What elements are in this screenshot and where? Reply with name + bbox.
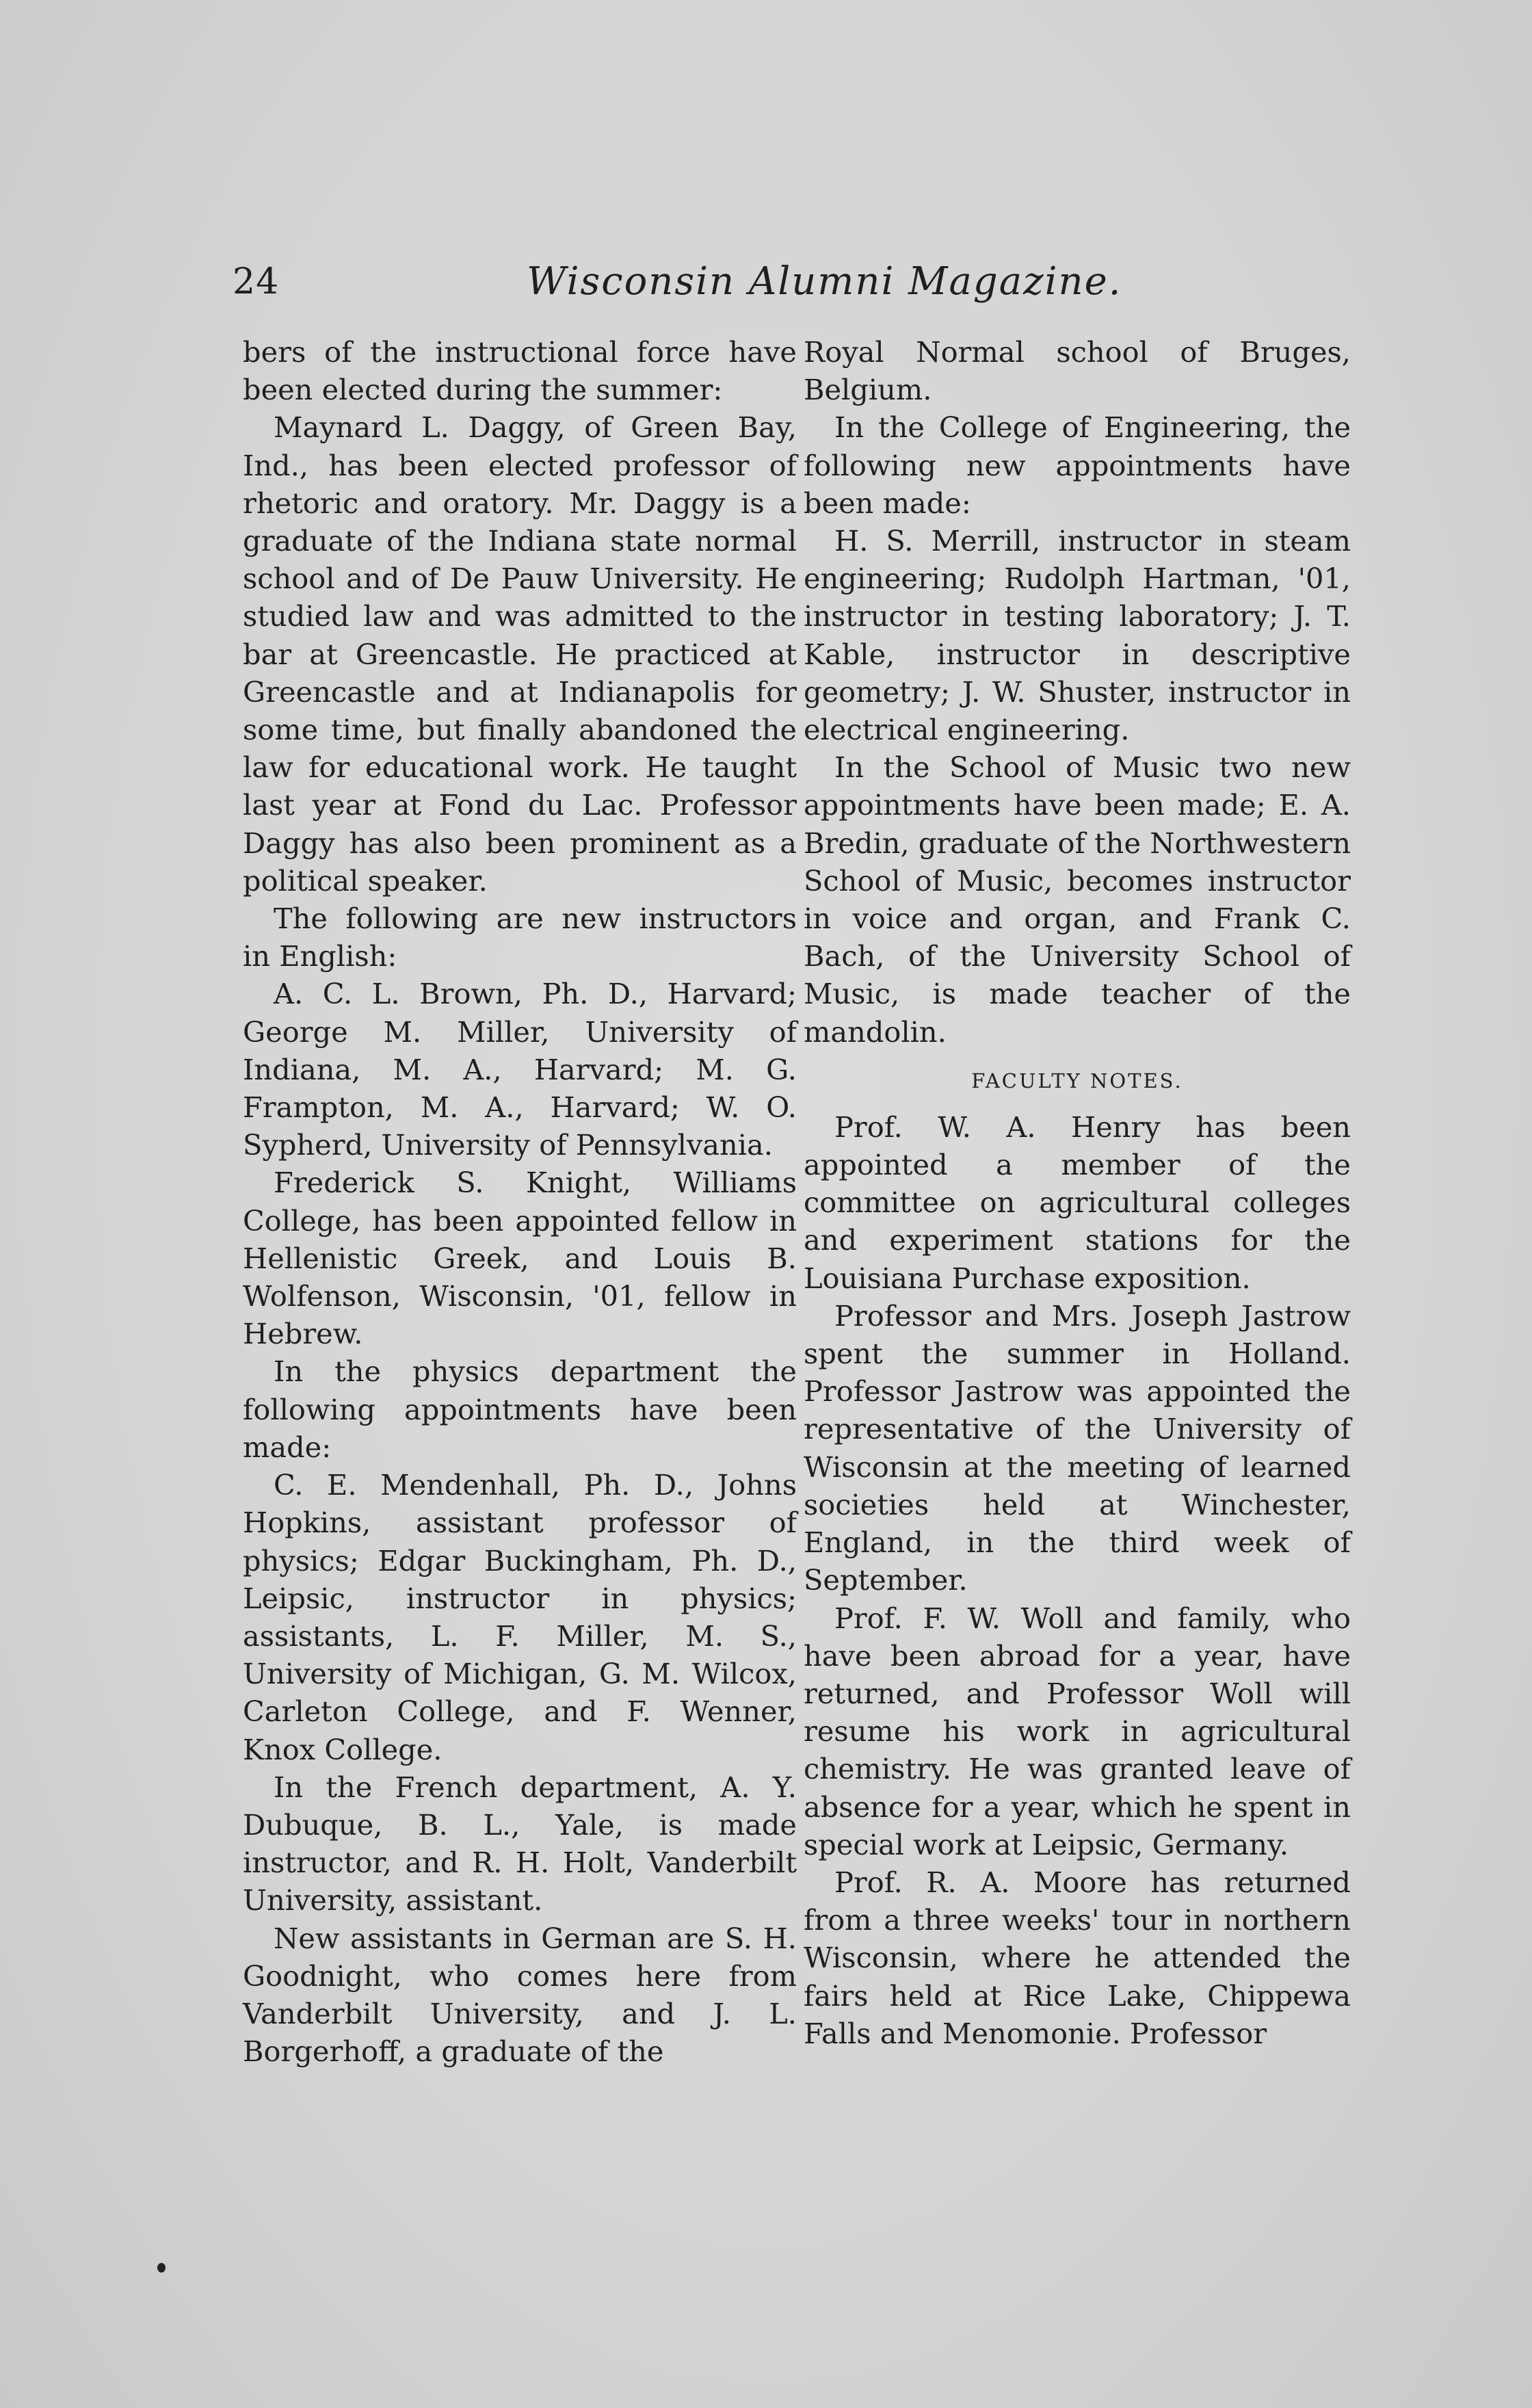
paragraph: C. E. Mendenhall, Ph. D., Johns Hopkins, assistant professor of physics; Edgar Buckingham, Ph. D., Leipsic, instructor in physics; assistants, L. F. Miller, M. S., University of Michigan, G. M. Wilcox, Carleton College, and F. Wenner, Knox College.: [243, 1468, 797, 1766]
paragraph: Prof. R. A. Moore has returned from a three weeks' tour in northern Wisconsin, where he attended the fairs held at Rice Lake, Chippewa Falls and Menomonie. Professor: [804, 1865, 1351, 2050]
paragraph: Royal Normal school of Bruges, Belgium.: [804, 335, 1351, 407]
page-number: 24: [233, 261, 280, 302]
paragraph: In the physics department the following appointments have been made:: [243, 1354, 797, 1464]
paragraph: New assistants in German are S. H. Goodnight, who comes here from Vanderbilt University, and J. L. Borgerhoff, a graduate of the: [243, 1921, 797, 2069]
right-column: [804, 333, 1351, 2052]
paragraph: Professor and Mrs. Joseph Jastrow spent the summer in Holland. Professor Jastrow was appointed the representative of the University of Wisconsin at the meeting of learned societies held at Winchester, England, in the third week of September.: [804, 1298, 1351, 1597]
faculty-notes-heading: FACULTY NOTES.: [971, 1069, 1183, 1092]
paragraph: In the School of Music two new appointments have been made; E. A. Bredin, graduate of the Northwestern School of Music, becomes instructor in voice and organ, and Frank C. Bach, of the University School of Music, is made teacher of the mandolin.: [804, 750, 1351, 1049]
paragraph: H. S. Merrill, instructor in steam engineering; Rudolph Hartman, '01, instructor in testing laboratory; J. T. Kable, instructor in descriptive geometry; J. W. Shuster, instructor in electrical engineering.: [804, 524, 1351, 747]
magazine-title: Wisconsin Alumni Magazine.: [527, 259, 1122, 304]
paragraph: Frederick S. Knight, Williams College, has been appointed fellow in Hellenistic Greek, and Louis B. Wolfenson, Wisconsin, '01, fellow in Hebrew.: [243, 1166, 797, 1351]
paragraph: Prof. W. A. Henry has been appointed a member of the committee on agricultural colleges and experiment stations for the Louisiana Purchase exposition.: [804, 1110, 1351, 1295]
paragraph: A. C. L. Brown, Ph. D., Harvard; George M. Miller, University of Indiana, M. A., Harvard; M. G. Frampton, M. A., Harvard; W. O. Sypherd, University of Pennsylvania.: [243, 977, 797, 1162]
paragraph: The following are new instructors in English:: [243, 902, 797, 973]
left-column: [243, 333, 797, 2070]
ink-speck: [157, 2263, 166, 2273]
paragraph: In the French department, A. Y. Dubuque, B. L., Yale, is made instructor, and R. H. Holt, Vanderbilt University, assistant.: [243, 1770, 797, 1918]
paragraph: bers of the instructional force have been elected during the summer:: [243, 335, 797, 407]
paragraph: Prof. F. W. Woll and family, who have been abroad for a year, have returned, and Professor Woll will resume his work in agricultural chemistry. He was granted leave of absence for a year, which he spent in special work at Leipsic, Germany.: [804, 1601, 1351, 1861]
paragraph: Maynard L. Daggy, of Green Bay, Ind., has been elected professor of rhetoric and oratory. Mr. Daggy is a graduate of the Indiana state normal school and of De Pauw University. He studied law and was admitted to the bar at Greencastle. He practiced at Greencastle and at Indianapolis for some time, but finally abandoned the law for educational work. He taught last year at Fond du Lac. Professor Daggy has also been prominent as a political speaker.: [243, 410, 797, 898]
paragraph: In the College of Engineering, the following new appointments have been made:: [804, 410, 1351, 520]
page-header: [233, 254, 1272, 309]
